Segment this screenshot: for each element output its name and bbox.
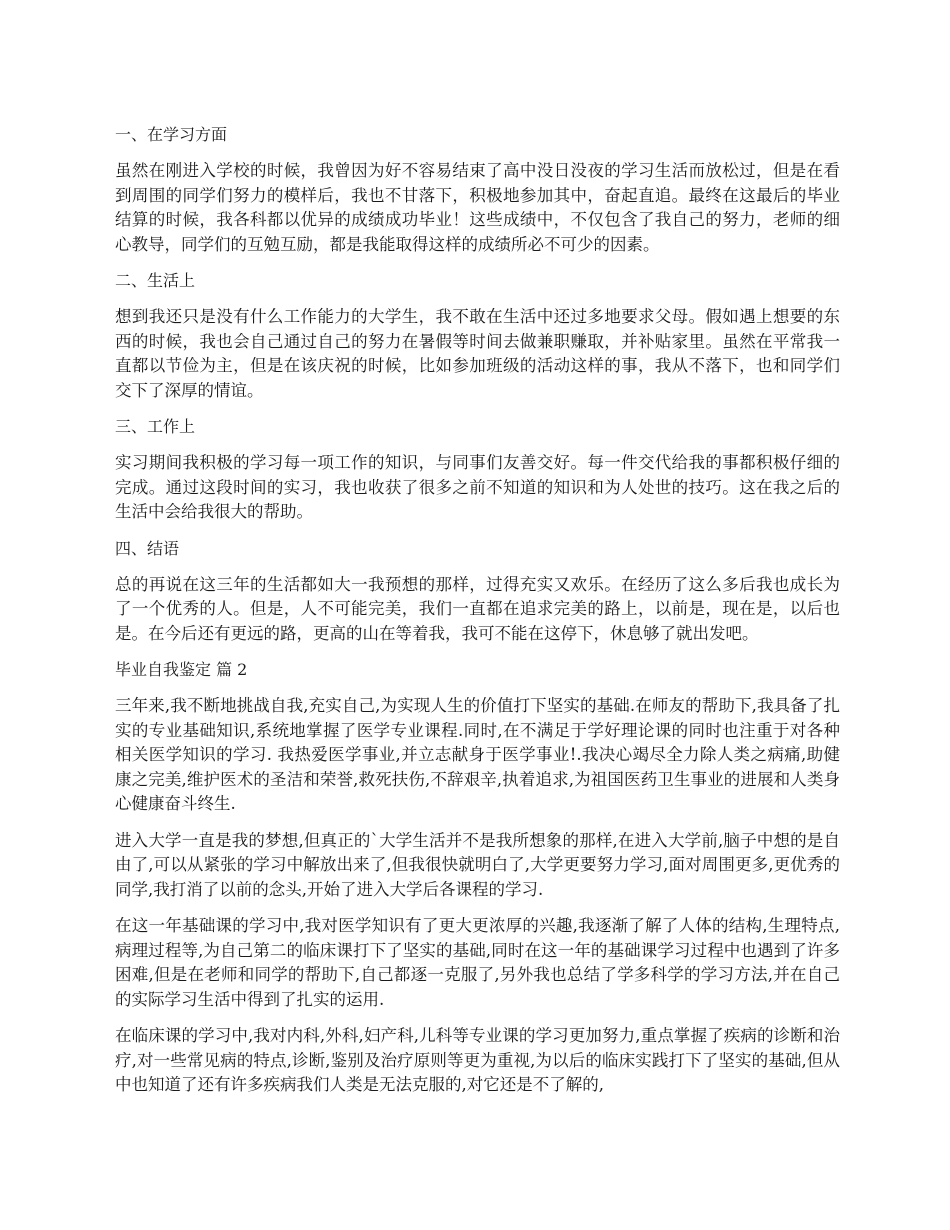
paragraph: 三年来,我不断地挑战自我,充实自己,为实现人生的价值打下坚实的基础.在师友的帮助下,我具备了扎实的专业基础知识,系统地掌握了医学专业课程.同时,在不满足于学好理论课的同时也注重于对各种相关医学知识的学习. 我热爱医学事业,并立志献身于医学事业!.我决心竭尽全力除人类之病痛,助健康之完美,维护医术的圣洁和荣誉,救死扶伤,不辞艰辛,执着追求,为祖国医药卫生事业的进展和人类身心健康奋斗终生. [115,696,840,813]
part-title: 毕业自我鉴定 篇 2 [115,660,248,679]
section-heading: 三、工作上 [115,417,196,436]
paragraph: 实习期间我积极的学习每一项工作的知识，与同事们友善交好。每一件交代给我的事都积极仔细的完成。通过这段时间的实习，我也收获了很多之前不知道的知识和为人处世的技巧。这在我之后的生活中会给我很大的帮助。 [115,453,840,521]
paragraph: 在这一年基础课的学习中,我对医学知识有了更大更浓厚的兴趣,我逐渐了解了人体的结构,生理特点,病理过程等,为自己第二的临床课打下了坚实的基础,同时在这一年的基础课学习过程中也遇到了许多困难,但是在老师和同学的帮助下,自己都逐一克服了,另外我也总结了学多科学的学习方法,并在自己的实际学习生活中得到了扎实的运用. [115,916,840,1009]
paragraph: 在临床课的学习中,我对内科,外科,妇产科,儿科等专业课的学习更加努力,重点掌握了疾病的诊断和治疗,对一些常见病的特点,诊断,鉴别及治疗原则等更为重视,为以后的临床实践打下了坚实的基础,但从中也知道了还有许多疾病我们人类是无法克服的,对它还是不了解的, [115,1026,840,1094]
paragraph: 想到我还只是没有什么工作能力的大学生，我不敢在生活中还过多地要求父母。假如遇上想要的东西的时候，我也会自己通过自己的努力在暑假等时间去做兼职赚取，并补贴家里。虽然在平常我一直都以节俭为主，但是在该庆祝的时候，比如参加班级的活动这样的事，我从不落下，也和同学们交下了深厚的情谊。 [115,307,840,400]
section-heading: 一、在学习方面 [115,125,228,144]
paragraph: 虽然在刚进入学校的时候，我曾因为好不容易结束了高中没日没夜的学习生活而放松过，但是在看到周围的同学们努力的模样后，我也不甘落下，积极地参加其中，奋起直追。最终在这最后的毕业结算的时候，我各科都以优异的成绩成功毕业！这些成绩中，不仅包含了我自己的努力，老师的细心教导，同学们的互勉互励，都是我能取得这样的成绩所必不可少的因素。 [115,161,840,254]
paragraph: 总的再说在这三年的生活都如大一我预想的那样，过得充实又欢乐。在经历了这么多后我也成长为了一个优秀的人。但是，人不可能完美，我们一直都在追求完美的路上，以前是，现在是，以后也是。在今后还有更远的路，更高的山在等着我，我可不能在这停下，休息够了就出发吧。 [115,574,840,643]
document-page [115,123,840,1110]
paragraph: 进入大学一直是我的梦想,但真正的`大学生活并不是我所想象的那样,在进入大学前,脑子中想的是自由了,可以从紧张的学习中解放出来了,但我很快就明白了,大学更要努力学习,面对周围更多,更优秀的同学,我打消了以前的念头,开始了进入大学后各课程的学习. [115,830,840,899]
section-heading: 四、结语 [115,538,180,558]
section-heading: 二、生活上 [115,271,196,290]
